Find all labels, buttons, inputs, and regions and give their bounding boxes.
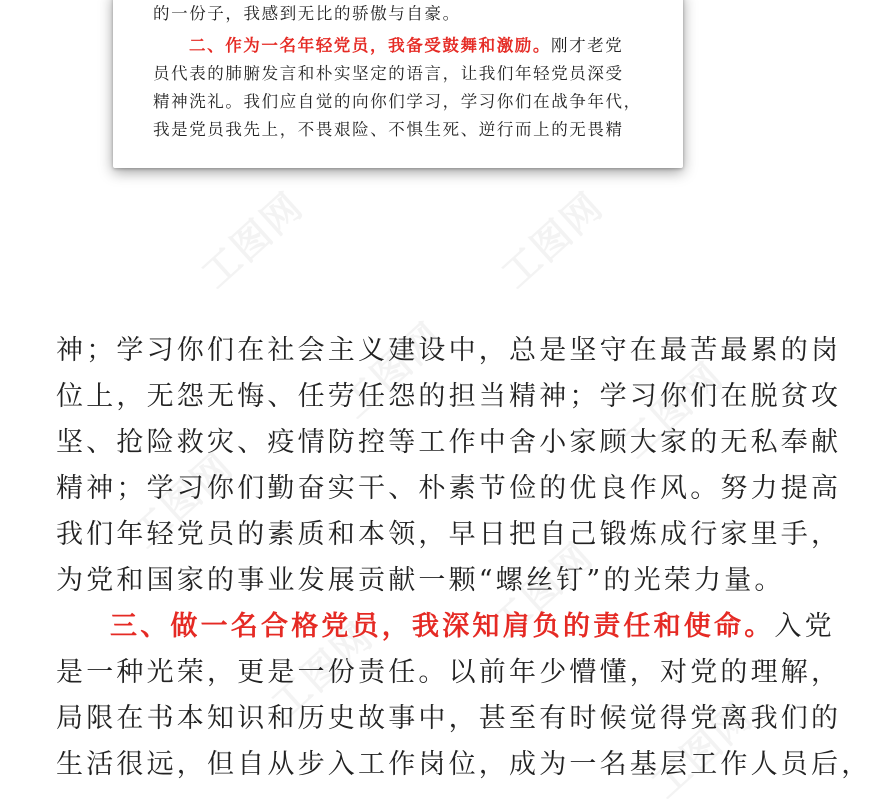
card-text-line: 我是党员我先上，不畏艰险、不惧生死、逆行而上的无畏精 xyxy=(153,120,624,139)
document-preview-card xyxy=(113,0,683,168)
card-text-line: 的一份子，我感到无比的骄傲与自豪。 xyxy=(153,4,461,23)
body-text-line: 生活很远，但自从步入工作岗位，成为一名基层工作人员后， xyxy=(56,749,871,780)
watermark: 工图网 xyxy=(643,693,762,807)
section-heading: 三、做一名合格党员，我深知肩负的责任和使命。 xyxy=(110,611,775,642)
body-text-line: 神；学习你们在社会主义建设中，总是坚守在最苦最累的岗 xyxy=(56,335,842,366)
card-section-heading: 二、作为一名年轻党员，我备受鼓舞和激励。 xyxy=(189,36,551,55)
body-text-line: 局限在书本知识和历史故事中，甚至有时候觉得党离我们的 xyxy=(56,703,842,734)
watermark: 工图网 xyxy=(263,613,382,727)
body-text-line: 位上，无怨无悔、任劳任怨的担当精神；学习你们在脱贫攻 xyxy=(56,381,842,412)
card-heading-line xyxy=(189,36,653,56)
body-text-line: 我们年轻党员的素质和本领，早日把自己锻炼成行家里手， xyxy=(56,519,842,550)
watermark: 工图网 xyxy=(613,353,732,467)
body-text-line: 为党和国家的事业发展贡献一颗“螺丝钉”的光荣力量。 xyxy=(56,565,785,596)
body-text-line: 是一种光荣，更是一份责任。以前年少懵懂，对党的理解， xyxy=(56,657,842,688)
watermark: 工图网 xyxy=(333,313,452,427)
card-text-line: 精神洗礼。我们应自觉的向你们学习，学习你们在战争年代， xyxy=(153,92,642,111)
body-text-line: 精神；学习你们勤奋实干、朴素节俭的优良作风。努力提高 xyxy=(56,473,842,504)
watermark: 工图网 xyxy=(123,443,242,557)
section-heading-line xyxy=(56,604,835,650)
document-body xyxy=(56,328,871,788)
card-text-line: 员代表的肺腑发言和朴实坚定的语言，让我们年轻党员深受 xyxy=(153,64,624,83)
watermark: 工图网 xyxy=(493,183,612,297)
watermark: 工图网 xyxy=(193,183,312,297)
card-heading-tail: 刚才老党 xyxy=(551,36,624,55)
watermark: 工图网 xyxy=(483,533,602,647)
body-text-line: 坚、抢险救灾、疫情防控等工作中舍小家顾大家的无私奉献 xyxy=(56,427,842,458)
section-heading-tail: 入党 xyxy=(774,611,835,642)
